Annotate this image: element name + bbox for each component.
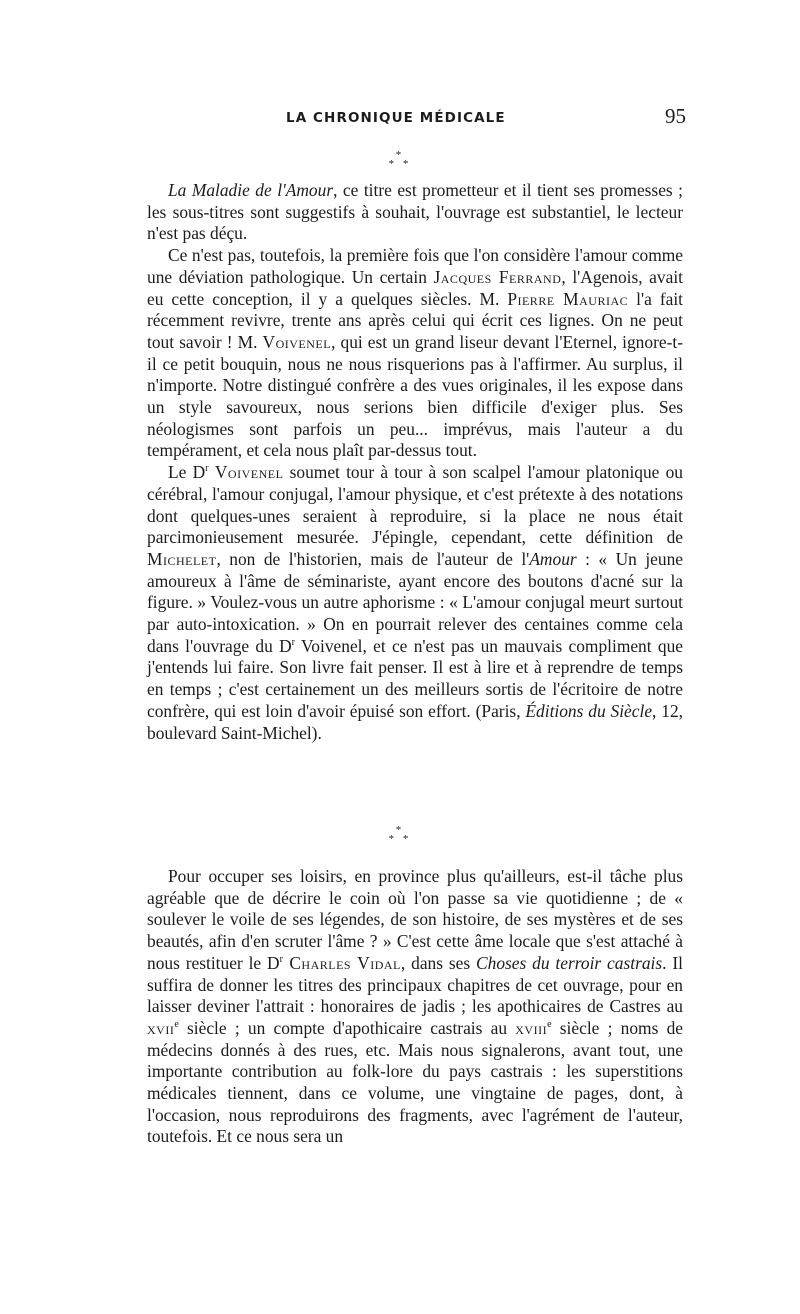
century-numeral: xvii — [147, 1017, 175, 1038]
separator-stars-bottom: * * — [388, 833, 412, 845]
running-title: LA CHRONIQUE MÉDICALE — [286, 110, 506, 126]
separator-star-top: * — [395, 149, 405, 161]
paragraph-3: Le $D^r$ Voivenel soumet tour à tour à son scalpel l'amour platonique ou cérébral, l'amour conjugal, l'amour physique, et c'est prétexte à des notations dont quelques-unes seraient à reproduire, si la place ne nous était parcimonieusement mesurée. J'épingle, cependant, cette définition de Michelet, non de l'historien, mais de l'auteur de l'Amour : « Un jeune amoureux à l'âme de séminariste, ayant encore des boutons d'acné sur la figure. » Voulez-vous un autre aphorisme : « L'amour conjugal meurt surtout par auto-intoxication. » On en pourrait relever des centaines comme cela dans l'ouvrage du $D^r$ Voivenel, et ce n'est pas un mauvais compliment que j'entends lui faire. Son livre fait penser. Il est à lire et à reprendre de temps en temps ; c'est certainement un des meilleurs sortis de l'écritoire de notre confrère, qui est loin d'avoir épuisé son effort. (Paris, Éditions du Siècle, 12, boulevard Saint-Michel). — [147, 462, 684, 743]
separator-star-top: * — [395, 824, 405, 836]
section-separator-2 — [0, 826, 800, 844]
article-terroir-castrais — [147, 866, 683, 1148]
paragraph-4: Pour occuper ses loisirs, en province plus qu'ailleurs, est-il tâche plus agréable que de décrire le coin où l'on passe sa vie quotidienne ; de « soulever le voile de ses légendes, de son histoire, de ses mystères et de ses beautés, afin d'en scruter l'âme ? » C'est cette âme locale que s'est attaché à nous restituer le $D^r$ Charles Vidal, dans ses Choses du terroir castrais. Il suffira de donner les titres des principaux chapitres de cet ouvrage, pour en laisser deviner l'attrait : honoraires de jadis ; les apothicaires de Castres au xvii$^e$ siècle ; un compte d'apothicaire castrais au xviii$^e$ siècle ; noms de médecins donnés à des rues, etc. Mais nous signalerons, avant tout, une importante contribution au folk-lore du pays castrais : les superstitions médicales tiennent, dans ce volume, une vingtaine de pages, dont, à l'occasion, nous reproduirons des fragments, avec l'agrément de l'auteur, toutefois. Et ce nous sera un — [147, 866, 683, 1147]
article-maladie-amour — [147, 180, 683, 744]
paragraph-1: La Maladie de l'Amour, ce titre est prometteur et il tient ses promesses ; les sous-titres sont suggestifs à souhait, l'ouvrage est substantiel, le lecteur n'est pas déçu. — [147, 180, 684, 244]
page-header — [146, 104, 686, 134]
book-title: Amour — [529, 548, 577, 569]
author-name: Michelet — [147, 548, 217, 569]
section-separator-1 — [0, 151, 800, 169]
author-name: Jacques Ferrand — [433, 266, 562, 287]
paragraph-2: Ce n'est pas, toutefois, la première fois que l'on considère l'amour comme une déviation pathologique. Un certain Jacques Ferrand, l'Agenois, avait eu cette conception, il y a quelques siècles. M. Pierre Mauriac l'a fait récemment revivre, trente ans après celui qui écrit ces lignes. On ne peut tout savoir ! M. Voivenel, qui est un grand liseur devant l'Eternel, ignore-t-il ce petit bouquin, nous ne nous risquerions pas à l'affirmer. Au surplus, il n'importe. Notre distingué confrère a des vues originales, il les expose dans un style savoureux, nous serions bien difficile d'exiger plus. Ses néologismes sont parfois un peu... imprévus, mais l'auteur a du tempérament, et cela nous plaît par-dessus tout. — [147, 245, 684, 461]
book-title: Choses du terroir castrais — [476, 952, 663, 973]
publisher-name: Éditions du Siècle — [525, 700, 653, 721]
book-title: La Maladie de l'Amour — [168, 180, 334, 200]
author-name: Pierre Mauriac — [507, 288, 629, 309]
century-numeral: xviii — [515, 1017, 548, 1038]
page-number: 95 — [665, 104, 686, 128]
author-name: Charles Vidal — [282, 952, 401, 973]
separator-stars-bottom: * * — [388, 158, 412, 170]
author-name: Voivenel — [262, 331, 332, 352]
author-name: Voivenel — [208, 462, 284, 483]
